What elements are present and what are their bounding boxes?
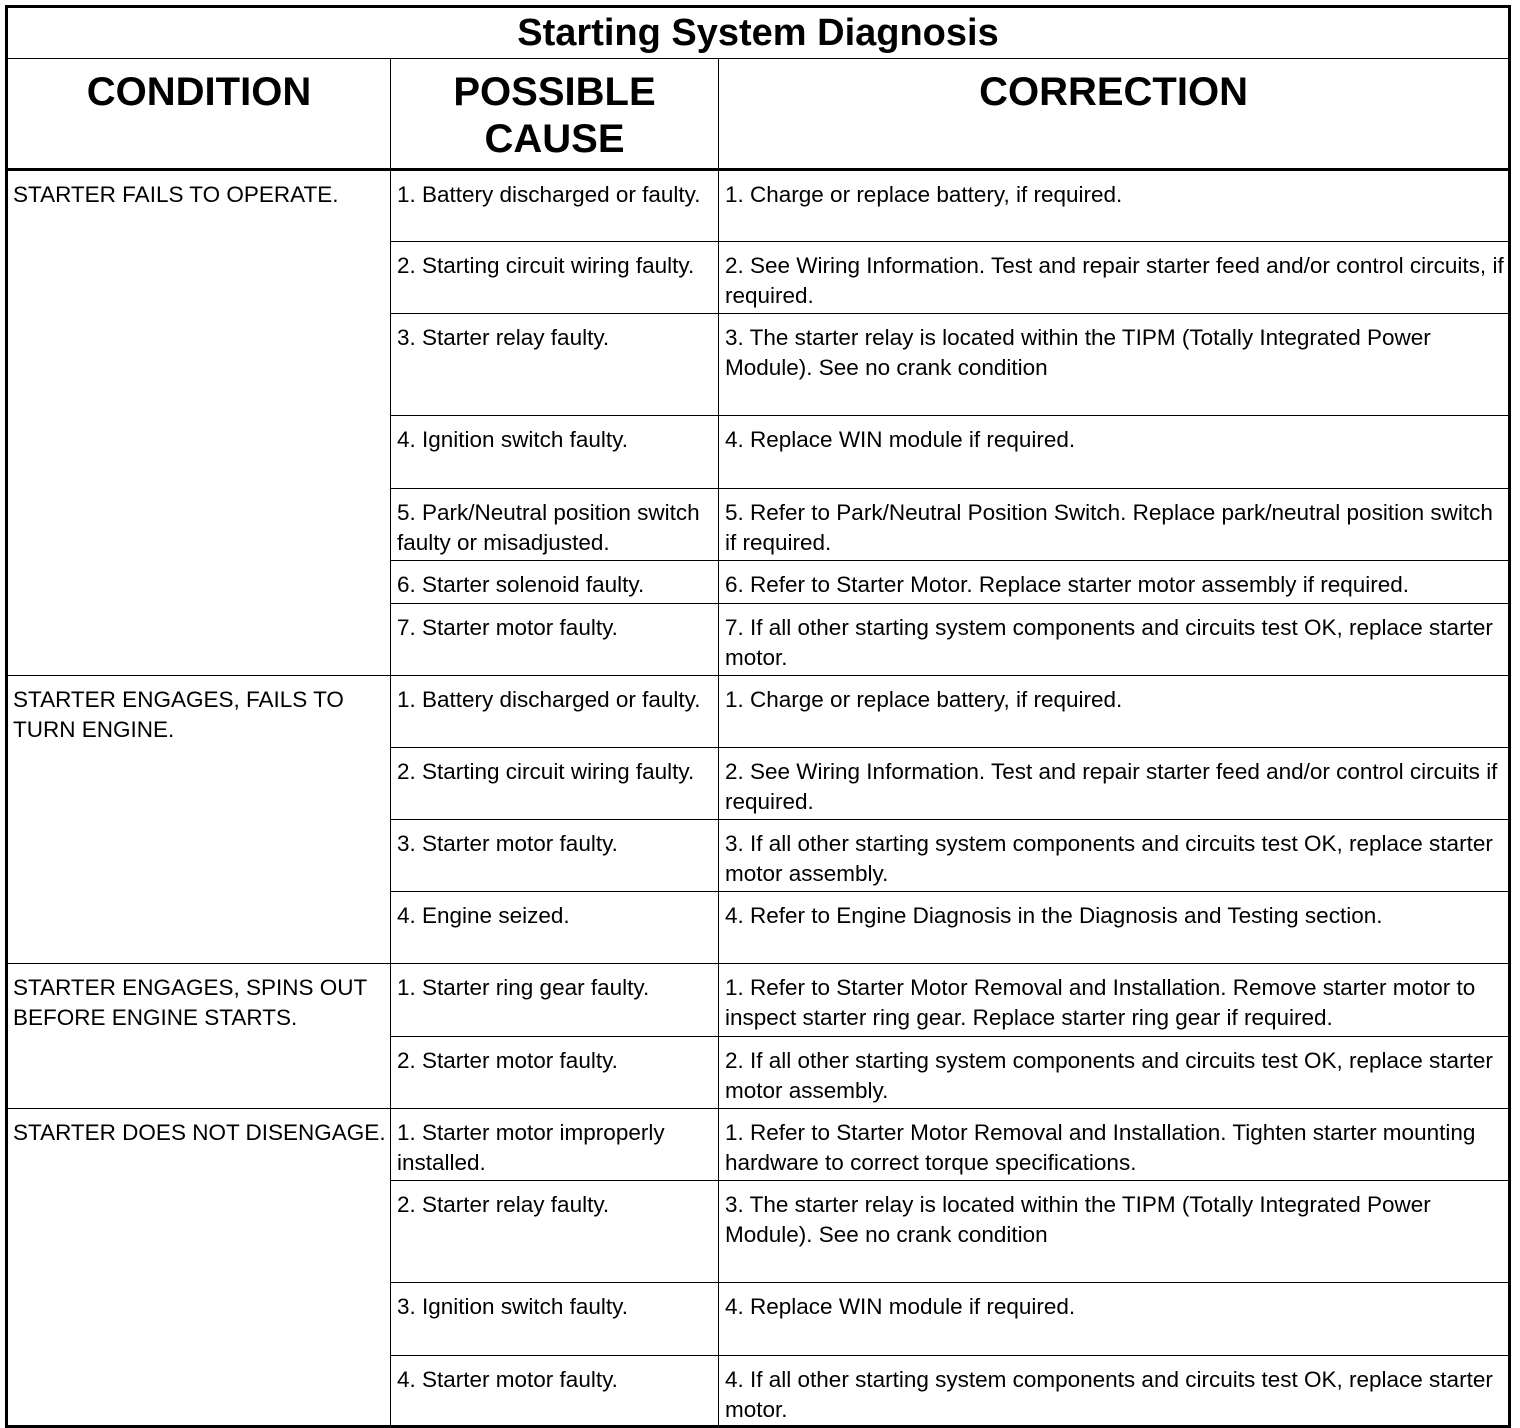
correction-cell: 1. Charge or replace battery, if required. xyxy=(719,170,1510,242)
correction-cell: 3. The starter relay is located within the TIPM (Totally Integrated Power Module). See no crank condition xyxy=(719,314,1510,416)
condition-cell: STARTER ENGAGES, SPINS OUT BEFORE ENGINE STARTS. xyxy=(7,964,391,1109)
condition-cell: STARTER DOES NOT DISENGAGE. xyxy=(7,1109,391,1427)
correction-cell: 5. Refer to Park/Neutral Position Switch. Replace park/neutral position switch if required. xyxy=(719,489,1510,561)
condition-cell: STARTER ENGAGES, FAILS TO TURN ENGINE. xyxy=(7,676,391,964)
table-row xyxy=(7,1109,1510,1181)
cause-cell: 3. Starter motor faulty. xyxy=(391,820,719,892)
correction-cell: 3. The starter relay is located within the TIPM (Totally Integrated Power Module). See no crank condition xyxy=(719,1181,1510,1283)
cause-cell: 2. Starter relay faulty. xyxy=(391,1181,719,1283)
correction-cell: 2. See Wiring Information. Test and repair starter feed and/or control circuits if required. xyxy=(719,748,1510,820)
correction-cell: 4. If all other starting system components and circuits test OK, replace starter motor. xyxy=(719,1356,1510,1427)
cause-cell: 5. Park/Neutral position switch faulty or misadjusted. xyxy=(391,489,719,561)
cause-cell: 3. Ignition switch faulty. xyxy=(391,1283,719,1356)
table-row xyxy=(7,964,1510,1037)
header-condition: CONDITION xyxy=(7,59,391,170)
cause-cell: 6. Starter solenoid faulty. xyxy=(391,561,719,604)
cause-cell: 2. Starting circuit wiring faulty. xyxy=(391,242,719,314)
correction-cell: 1. Charge or replace battery, if required. xyxy=(719,676,1510,748)
cause-cell: 1. Battery discharged or faulty. xyxy=(391,676,719,748)
cause-cell: 2. Starting circuit wiring faulty. xyxy=(391,748,719,820)
title-row xyxy=(7,7,1510,59)
correction-cell: 4. Refer to Engine Diagnosis in the Diagnosis and Testing section. xyxy=(719,892,1510,964)
table-row xyxy=(7,170,1510,242)
correction-cell: 4. Replace WIN module if required. xyxy=(719,416,1510,489)
cause-cell: 1. Battery discharged or faulty. xyxy=(391,170,719,242)
correction-cell: 4. Replace WIN module if required. xyxy=(719,1283,1510,1356)
header-cause-line1: POSSIBLE xyxy=(453,70,656,114)
diagnosis-table xyxy=(5,5,1511,1428)
cause-cell: 3. Starter relay faulty. xyxy=(391,314,719,416)
correction-cell: 2. If all other starting system components and circuits test OK, replace starter motor assembly. xyxy=(719,1037,1510,1109)
table-row xyxy=(7,676,1510,748)
correction-cell: 2. See Wiring Information. Test and repair starter feed and/or control circuits, if required. xyxy=(719,242,1510,314)
cause-cell: 4. Ignition switch faulty. xyxy=(391,416,719,489)
cause-cell: 1. Starter ring gear faulty. xyxy=(391,964,719,1037)
cause-cell: 4. Starter motor faulty. xyxy=(391,1356,719,1427)
header-row xyxy=(7,59,1510,170)
condition-cell: STARTER FAILS TO OPERATE. xyxy=(7,170,391,676)
table-title: Starting System Diagnosis xyxy=(7,7,1510,59)
correction-cell: 1. Refer to Starter Motor Removal and Installation. Remove starter motor to inspect starter ring gear. Replace starter ring gear if required. xyxy=(719,964,1510,1037)
cause-cell: 4. Engine seized. xyxy=(391,892,719,964)
cause-cell: 2. Starter motor faulty. xyxy=(391,1037,719,1109)
correction-cell: 7. If all other starting system components and circuits test OK, replace starter motor. xyxy=(719,604,1510,676)
header-possible-cause xyxy=(391,59,719,170)
correction-cell: 6. Refer to Starter Motor. Replace starter motor assembly if required. xyxy=(719,561,1510,604)
cause-cell: 7. Starter motor faulty. xyxy=(391,604,719,676)
correction-cell: 3. If all other starting system components and circuits test OK, replace starter motor assembly. xyxy=(719,820,1510,892)
cause-cell: 1. Starter motor improperly installed. xyxy=(391,1109,719,1181)
header-correction: CORRECTION xyxy=(719,59,1510,170)
header-cause-line2: CAUSE xyxy=(484,117,625,161)
correction-cell: 1. Refer to Starter Motor Removal and Installation. Tighten starter mounting hardware to correct torque specifications. xyxy=(719,1109,1510,1181)
